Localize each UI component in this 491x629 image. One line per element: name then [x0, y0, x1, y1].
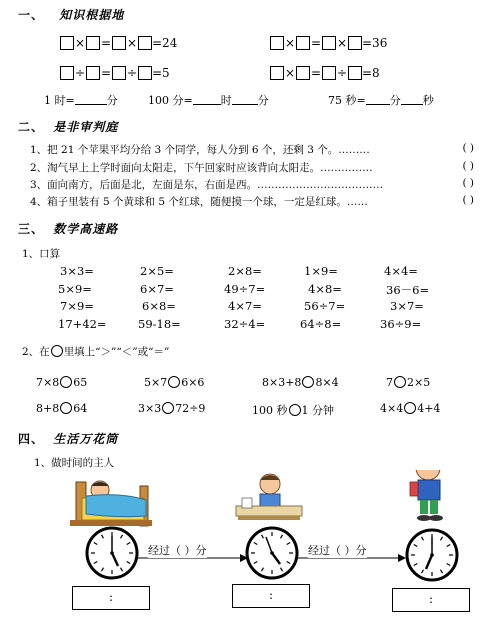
answer-box[interactable] [86, 66, 100, 80]
math-problem: 6×8= [142, 299, 176, 313]
compare-circle[interactable] [404, 402, 416, 414]
answer-box[interactable] [296, 36, 310, 50]
operator: ÷ [336, 66, 348, 80]
clock-tick [127, 562, 130, 564]
equation-result: =8 [362, 66, 380, 80]
circle-icon [51, 345, 63, 357]
math-problem: 49÷7= [224, 282, 266, 296]
clock-tick [281, 535, 283, 538]
math-problem: 4×8= [308, 282, 342, 296]
clock-tick [127, 543, 130, 545]
conversion-unit: 秒 [422, 94, 434, 107]
conversion-unit: 分 [389, 94, 401, 107]
compare-right: 4+4 [417, 402, 441, 415]
time-colon: : [108, 590, 114, 604]
equation-result: =36 [362, 36, 388, 50]
judge-item-1 [30, 142, 480, 157]
math-problem: 2×8= [228, 264, 262, 278]
math-problem: 36－6= [386, 283, 430, 297]
compare-left: 7 [386, 376, 393, 389]
equation-result: =24 [152, 36, 178, 50]
clock-tick [102, 535, 104, 538]
answer-blank[interactable] [193, 104, 221, 105]
operator: × [284, 36, 296, 50]
time-colon: : [428, 592, 434, 606]
answer-box[interactable] [270, 36, 284, 50]
compare-item [386, 376, 430, 389]
section-title-1 [18, 6, 124, 23]
clock-tick [287, 543, 290, 545]
clock-tick [262, 535, 264, 538]
operator: × [284, 66, 296, 80]
elapsed-time-label-2: 经过（ ）分 [308, 544, 367, 557]
answer-blank[interactable] [232, 104, 258, 105]
operator: = [100, 66, 112, 80]
clock-tick [262, 568, 264, 571]
compare-right: 64 [73, 402, 88, 415]
clock-tick [287, 562, 290, 564]
operator: × [126, 36, 138, 50]
conversion-text: 75 秒= [328, 94, 366, 107]
compare-label: 里填上“＞”“＜”或“＝” [63, 346, 170, 358]
conversion-2 [148, 92, 269, 108]
operator: ÷ [126, 66, 138, 80]
compare-left: 8×3+8 [262, 376, 302, 389]
judge-statement: 1、把 21 个苹果平均分给 3 个同学，每人分到 6 个，还剩 3 个。……… [30, 144, 370, 156]
answer-box[interactable] [322, 66, 336, 80]
compare-right: 8×4 [315, 376, 339, 389]
answer-box[interactable] [138, 36, 152, 50]
answer-box[interactable] [86, 36, 100, 50]
answer-box[interactable] [60, 36, 74, 50]
math-problem: 32÷4= [224, 317, 266, 331]
judge-statement: 4、箱子里装有 5 个黄球和 5 个红球，随便摸一个球，一定是红球。…… [30, 196, 368, 208]
box-equation-4 [270, 66, 380, 80]
answer-blank[interactable] [401, 104, 423, 105]
judge-answer-paren[interactable]: ( ) [462, 142, 474, 154]
time-answer-box[interactable] [232, 584, 310, 608]
judge-answer-paren[interactable]: ( ) [462, 177, 474, 189]
time-answer-box[interactable] [72, 586, 150, 610]
compare-left: 7×8 [36, 376, 60, 389]
answer-box[interactable] [60, 66, 74, 80]
clock-tick [121, 535, 123, 538]
clock-tick [254, 543, 257, 545]
math-problem: 56÷7= [304, 299, 346, 313]
judge-answer-paren[interactable]: ( ) [462, 194, 474, 206]
box-equation-1 [60, 36, 177, 50]
compare-circle[interactable] [162, 402, 174, 414]
conversion-3 [328, 92, 434, 108]
math-problem: 7×9= [60, 299, 94, 313]
answer-box[interactable] [138, 66, 152, 80]
compare-item [380, 402, 440, 415]
clock-tick [94, 543, 97, 545]
math-problem: 5×9= [58, 282, 92, 296]
clock-tick [414, 545, 417, 547]
compare-item [144, 376, 204, 389]
operator: = [310, 36, 322, 50]
answer-box[interactable] [296, 66, 310, 80]
compare-circle[interactable] [60, 376, 72, 388]
compare-circle[interactable] [168, 376, 180, 388]
conversion-unit: 分 [106, 94, 118, 107]
math-problem: 6×7= [140, 282, 174, 296]
equation-result: =5 [152, 66, 170, 80]
clock-tick [441, 537, 443, 540]
math-problem: 17+42= [58, 317, 107, 331]
math-problem: 3×7= [390, 299, 424, 313]
compare-circle[interactable] [302, 376, 314, 388]
mental-math-label: 1、口算 [22, 248, 61, 260]
compare-right: 65 [73, 376, 88, 389]
section-name: 是非审判庭 [53, 120, 119, 134]
math-problem: 36÷9= [380, 317, 422, 331]
clock-tick [441, 570, 443, 573]
answer-box[interactable] [322, 36, 336, 50]
section-name: 知识根据地 [59, 8, 125, 22]
compare-circle[interactable] [60, 402, 72, 414]
conversion-unit: 时 [220, 94, 232, 107]
compare-item [138, 402, 205, 415]
compare-circle[interactable] [394, 376, 406, 388]
compare-left: 4×4 [380, 402, 404, 415]
compare-left: 8+8 [36, 402, 60, 415]
conversion-text: 1 时= [44, 94, 75, 107]
math-problem: 4×4= [384, 264, 418, 278]
judge-item-4 [30, 194, 480, 209]
clock-tick [102, 568, 104, 571]
time-answer-box[interactable] [392, 588, 470, 612]
compare-left: 5×7 [144, 376, 168, 389]
compare-item [252, 402, 334, 418]
section-number: 二、 [18, 120, 45, 134]
section-name: 生活万花筒 [53, 432, 119, 446]
compare-instruction [22, 344, 169, 359]
compare-left: 3×3 [138, 402, 162, 415]
judge-statement: 3、面向南方，后面是北，左面是东，右面是西。……………………………… [30, 179, 384, 191]
judge-item-3 [30, 177, 480, 192]
clock-tick [422, 537, 424, 540]
clock-tick [414, 564, 417, 566]
math-problem: 2×5= [140, 264, 174, 278]
operator: = [100, 36, 112, 50]
section-number: 一、 [18, 8, 45, 22]
clock-tick [447, 545, 450, 547]
section-number: 四、 [18, 432, 45, 446]
judge-statement: 2、淘气早上上学时面向太阳走，下午回家时应该背向太阳走。…………… [30, 162, 373, 174]
math-problem: 4×7= [228, 299, 262, 313]
section-title-3 [18, 220, 118, 237]
operator: = [310, 66, 322, 80]
compare-right: 2×5 [407, 376, 431, 389]
answer-box[interactable] [270, 66, 284, 80]
answer-box[interactable] [112, 36, 126, 50]
compare-circle[interactable] [289, 404, 301, 416]
section-title-4 [18, 430, 118, 447]
section-name: 数学高速路 [53, 222, 119, 236]
compare-right: 72÷9 [175, 402, 206, 415]
compare-right: 6×6 [181, 376, 205, 389]
answer-box[interactable] [348, 66, 362, 80]
time-colon: : [268, 588, 274, 602]
clock-tick [447, 564, 450, 566]
answer-blank[interactable] [366, 104, 390, 105]
box-equation-2 [270, 36, 387, 50]
clock-tick [281, 568, 283, 571]
section-title-2 [18, 118, 118, 135]
compare-item [36, 402, 87, 415]
operator: × [74, 36, 86, 50]
box-equation-3 [60, 66, 170, 80]
compare-left: 100 秒 [252, 404, 288, 417]
math-problem: 1×9= [304, 264, 338, 278]
answer-blank[interactable] [75, 104, 107, 105]
math-problem: 3×3= [60, 264, 94, 278]
math-problem: 64÷8= [300, 317, 342, 331]
clock-tick [422, 570, 424, 573]
time-activity-label: 1、做时间的主人 [34, 457, 115, 469]
compare-right: 1 分钟 [301, 404, 334, 417]
elapsed-time-label-1: 经过（ ）分 [148, 544, 207, 557]
conversion-text: 100 分= [148, 94, 193, 107]
compare-item [262, 376, 339, 389]
answer-box[interactable] [112, 66, 126, 80]
compare-item [36, 376, 87, 389]
judge-item-2 [30, 160, 480, 175]
clock-tick [94, 562, 97, 564]
judge-answer-paren[interactable]: ( ) [462, 160, 474, 172]
conversion-unit: 分 [257, 94, 269, 107]
operator: ÷ [74, 66, 86, 80]
section-number: 三、 [18, 222, 45, 236]
answer-box[interactable] [348, 36, 362, 50]
clock-tick [121, 568, 123, 571]
math-problem: 59-18= [138, 317, 181, 331]
operator: × [336, 36, 348, 50]
conversion-1 [44, 92, 118, 108]
clock-tick [254, 562, 257, 564]
compare-label: 2、在 [22, 346, 50, 358]
